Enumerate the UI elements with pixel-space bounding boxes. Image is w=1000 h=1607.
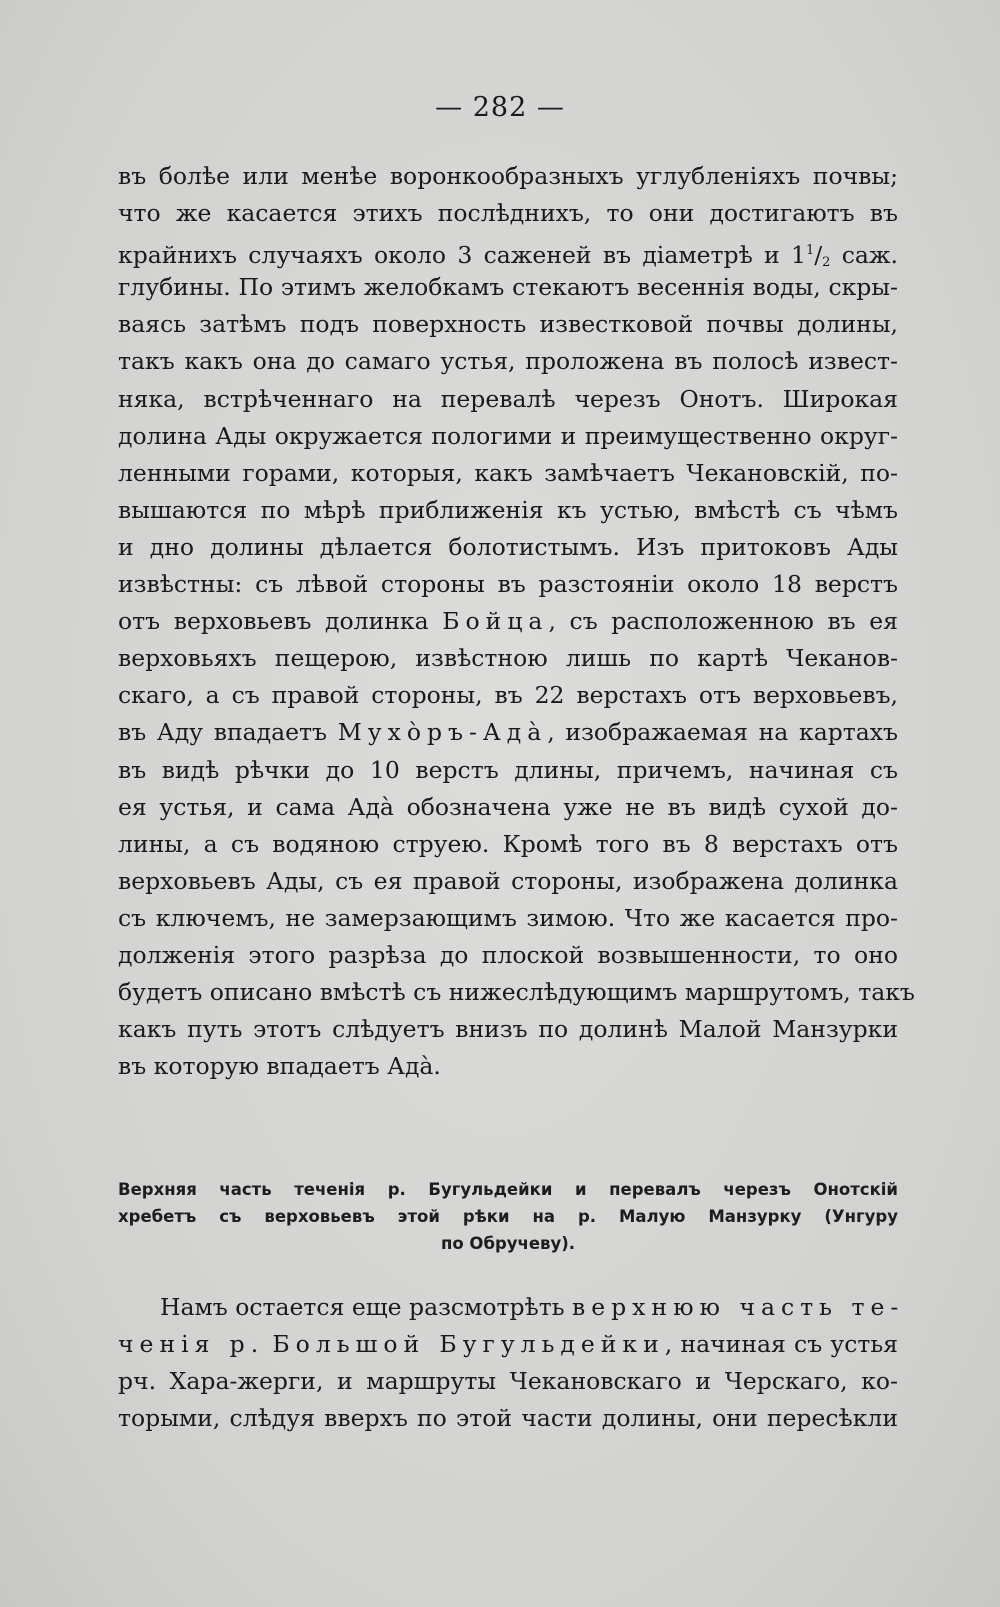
text-fragment: крайнихъ случаяхъ около 3 саженей въ діаметрѣ и 1 [118, 241, 806, 270]
text-line: ваясь затѣмъ подъ поверхность известковой почвы долины, [118, 310, 898, 339]
text-line: извѣстны: съ лѣвой стороны въ разстояніи около 18 верстъ [118, 570, 898, 599]
text-fragment: отъ верховьевъ долинка [118, 607, 429, 636]
text-fragment: Намъ остается еще разсмотрѣть [160, 1293, 565, 1321]
section-heading [118, 1176, 898, 1257]
text-line: торыми, слѣдуя вверхъ по этой части долины, они пересѣкли [118, 1404, 898, 1433]
text-fragment: , начиная съ устья [664, 1330, 898, 1359]
paragraph-2 [118, 1289, 905, 1437]
text-line: въ которую впадаетъ Ада̀. [118, 1052, 441, 1081]
text-line: ея устья, и сама Ада̀ обозначена уже не въ видѣ сухой до- [118, 792, 898, 821]
text-line: рч. Хара-жерги, и маршруты Чекановскаго и Черскаго, ко- [118, 1367, 898, 1396]
spaced-name-boitsa: Бойца [442, 607, 549, 636]
text-line: верховьяхъ пещерою, извѣстною лишь по картѣ Чеканов- [118, 644, 898, 673]
text-line: верховьевъ Ады, съ ея правой стороны, изображена долинка [118, 866, 898, 895]
text-line [118, 603, 898, 640]
text-line: какъ путь этотъ слѣдуетъ внизъ по долинѣ Малой Манзурки [118, 1015, 898, 1044]
text-line: будетъ описано вмѣстѣ съ нижеслѣдующимъ маршрутомъ, такъ [118, 978, 915, 1007]
fraction-numerator: 1 [805, 243, 815, 259]
text-line: глубины. По этимъ желобкамъ стекаютъ весеннія воды, скры- [118, 273, 898, 302]
text-line: въ болѣе или менѣе воронкообразныхъ углубленіяхъ почвы; [118, 162, 898, 190]
text-fragment: саж. [830, 241, 898, 270]
fraction-denominator: 2 [822, 255, 831, 271]
text-line: что же касается этихъ послѣднихъ, то они достигаютъ въ [118, 199, 898, 228]
text-fragment: , съ расположенною въ ея [548, 607, 898, 636]
text-fragment: въ Аду впадаетъ [118, 718, 327, 747]
text-line [118, 232, 898, 269]
text-line: съ ключемъ, не замерзающимъ зимою. Что же касается про- [118, 903, 898, 932]
spaced-phrase: верхнюю часть те- [571, 1293, 905, 1321]
text-line: долина Ады окружается пологими и преимущественно округ- [118, 421, 898, 450]
page-number: — 282 — [435, 92, 565, 123]
text-fragment: , изображаемая на картахъ [547, 718, 898, 747]
heading-line: по Обручеву). [440, 1234, 576, 1253]
fraction-slash: / [814, 241, 823, 270]
text-line [118, 1326, 898, 1363]
text-line: въ видѣ рѣчки до 10 верстъ длины, причемъ, начиная съ [118, 755, 898, 784]
text-line [118, 1289, 905, 1326]
paragraph-1 [118, 158, 915, 1085]
spaced-phrase: ченія р. [118, 1330, 265, 1359]
text-line: такъ какъ она до самаго устья, проложена въ полосѣ извест- [118, 347, 898, 376]
text-line: ленными горами, которыя, какъ замѣчаетъ Чекановскій, по- [118, 458, 898, 487]
spaced-name-mukhor-ada: Мухо̀ръ-Ада̀ [337, 718, 548, 747]
spaced-river-name: Большой Бугульдейки [272, 1330, 665, 1359]
text-line [118, 714, 898, 751]
heading-line: хребетъ съ верховьевъ этой рѣки на р. Малую Манзурку (Унгуру [118, 1207, 898, 1226]
text-line: няка, встрѣченнаго на перевалѣ черезъ Онотъ. Широкая [118, 384, 898, 413]
text-line: вышаются по мѣрѣ приближенія къ устью, вмѣстѣ съ чѣмъ [118, 495, 898, 524]
text-line: лины, а съ водяною струею. Кромѣ того въ 8 верстахъ отъ [118, 829, 898, 858]
text-line: и дно долины дѣлается болотистымъ. Изъ притоковъ Ады [118, 532, 898, 561]
heading-line: Верхняя часть теченія р. Бугульдейки и перевалъ черезъ Онотскій [118, 1180, 898, 1199]
text-line: скаго, а съ правой стороны, въ 22 верстахъ отъ верховьевъ, [118, 681, 898, 710]
text-line: долженія этого разрѣза до плоской возвышенности, то оно [118, 940, 898, 969]
